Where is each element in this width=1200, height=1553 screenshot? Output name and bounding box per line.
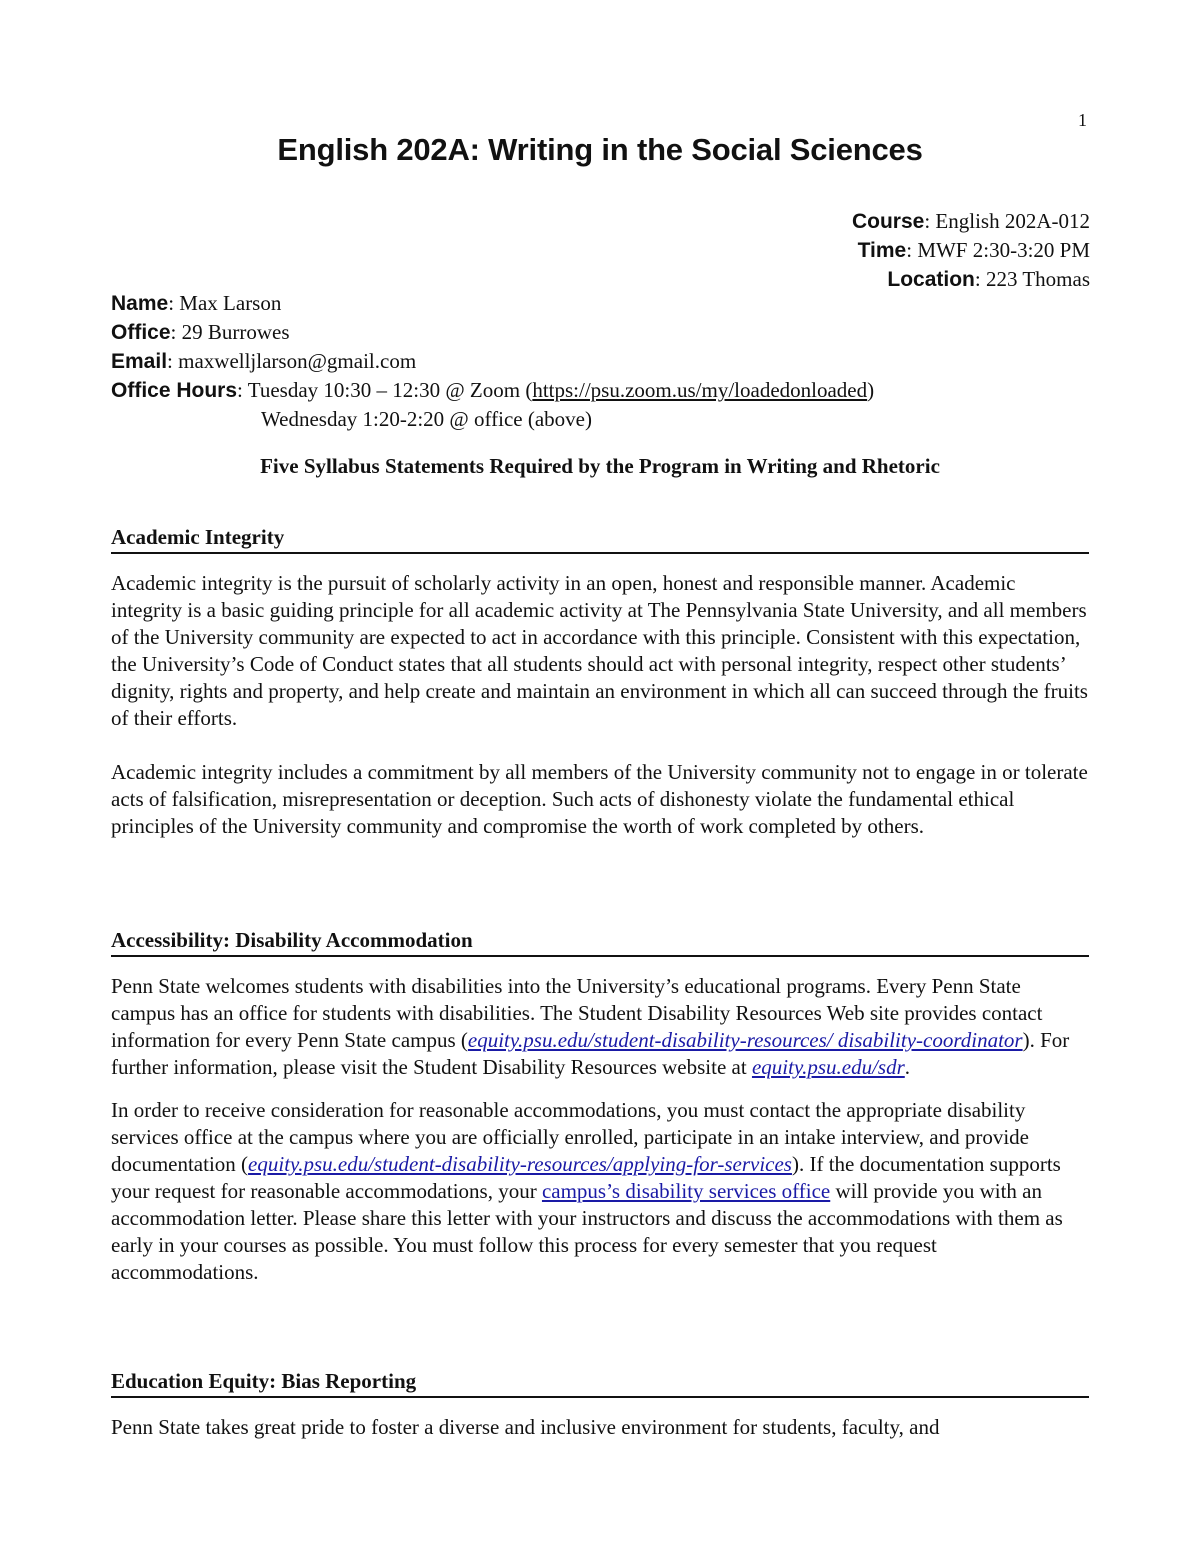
time-line: Time: MWF 2:30-3:20 PM <box>857 238 1090 262</box>
accessibility-paragraph-1 <box>111 973 1089 1081</box>
accessibility-heading: Accessibility: Disability Accommodation <box>111 927 1089 957</box>
name-value: Max Larson <box>179 291 282 315</box>
location-line: Location: 223 Thomas <box>887 267 1090 291</box>
email-label: Email <box>111 350 168 373</box>
disability-coordinator-link[interactable]: equity.psu.edu/student-disability-resources/ disability-coordinator <box>467 1028 1023 1052</box>
course-info-block <box>852 207 1090 294</box>
document-title: English 202A: Writing in the Social Sciences <box>277 132 923 167</box>
office-hours-wednesday: Wednesday 1:20-2:20 @ office (above) <box>261 407 592 431</box>
instructor-contact-block <box>111 289 1101 433</box>
statements-heading: Five Syllabus Statements Required by the Program in Writing and Rhetoric <box>260 454 940 478</box>
education-equity-heading: Education Equity: Bias Reporting <box>111 1368 1089 1398</box>
time-value: MWF 2:30-3:20 PM <box>917 238 1090 262</box>
academic-integrity-paragraph-1: Academic integrity is the pursuit of scholarly activity in an open, honest and responsible manner. Academic integrity is a basic guiding principle for all academic activity at The Pennsylvania State University, and all members of the University community are expected to act in accordance with this principle. Consistent with this expectation, the University’s Code of Conduct states that all students should act with personal integrity, respect other students’ dignity, rights and property, and help create and maintain an environment in which all can succeed through the fruits of their efforts. <box>111 571 1088 730</box>
office-value: 29 Burrowes <box>181 320 290 344</box>
office-line: Office: 29 Burrowes <box>111 320 290 344</box>
sdr-link[interactable]: equity.psu.edu/sdr <box>751 1055 905 1079</box>
education-equity-section <box>111 1368 1089 1441</box>
email-value: maxwelljlarson@gmail.com <box>178 349 417 373</box>
accessibility-paragraph-2 <box>111 1097 1089 1286</box>
page-number: 1 <box>1078 110 1087 130</box>
email-line: Email: maxwelljlarson@gmail.com <box>111 349 417 373</box>
disability-services-office-link[interactable]: campus’s disability services office <box>541 1179 831 1203</box>
location-value: 223 Thomas <box>985 267 1090 291</box>
accessibility-p1-text-c: . <box>904 1055 911 1079</box>
name-line: Name: Max Larson <box>111 291 282 315</box>
office-label: Office <box>111 321 171 344</box>
applying-for-services-link[interactable]: equity.psu.edu/student-disability-resources/applying-for-services <box>248 1152 792 1176</box>
academic-integrity-section <box>111 524 1089 840</box>
education-equity-paragraph-1: Penn State takes great pride to foster a diverse and inclusive environment for students, faculty, and <box>111 1415 940 1439</box>
course-label: Course <box>851 210 925 233</box>
office-hours-label: Office Hours <box>111 379 238 402</box>
accessibility-p1-text-a: Penn State welcomes students with disabilities into the University’s educational programs. Every Penn State campus has an office for students with disabilities. The Student Disability Resources Web site provides contact information for every Penn State campus ( <box>111 974 1043 1052</box>
course-line: Course: English 202A-012 <box>851 209 1090 233</box>
zoom-link[interactable]: https://psu.zoom.us/my/loadedonloaded <box>532 378 868 402</box>
accessibility-section <box>111 927 1089 1286</box>
accessibility-p1-text-b: ). For further information, please visit the Student Disability Resources website at <box>111 1028 1070 1079</box>
office-hours-close-paren: ) <box>867 378 875 402</box>
course-value: English 202A-012 <box>935 209 1090 233</box>
academic-integrity-heading: Academic Integrity <box>111 524 1089 554</box>
academic-integrity-paragraph-2: Academic integrity includes a commitment by all members of the University community not to engage in or tolerate acts of falsification, misrepresentation or deception. Such acts of dishonesty violate the fundamental ethical principles of the University community and compromise the worth of work completed by others. <box>111 760 1088 838</box>
office-hours-line: Office Hours: Tuesday 10:30 – 12:30 @ Zoom (https://psu.zoom.us/my/loadedonloaded) <box>111 378 875 402</box>
accessibility-p2-text-a: In order to receive consideration for reasonable accommodations, you must contact the appropriate disability services office at the campus where you are officially enrolled, participate in an intake interview, and provide documentation ( <box>111 1098 1029 1176</box>
time-label: Time <box>857 239 907 262</box>
name-label: Name <box>111 292 169 315</box>
location-label: Location <box>887 268 975 291</box>
accessibility-p2-text-b: ). If the documentation supports your request for reasonable accommodations, your <box>111 1152 1061 1203</box>
office-hours-tuesday: Tuesday 10:30 – 12:30 @ Zoom ( <box>247 378 533 402</box>
accessibility-p2-text-c: will provide you with an accommodation letter. Please share this letter with your instructors and discuss the accommodations with them as early in your courses as possible. You must follow this process for every semester that you request accommodations. <box>111 1179 1063 1284</box>
